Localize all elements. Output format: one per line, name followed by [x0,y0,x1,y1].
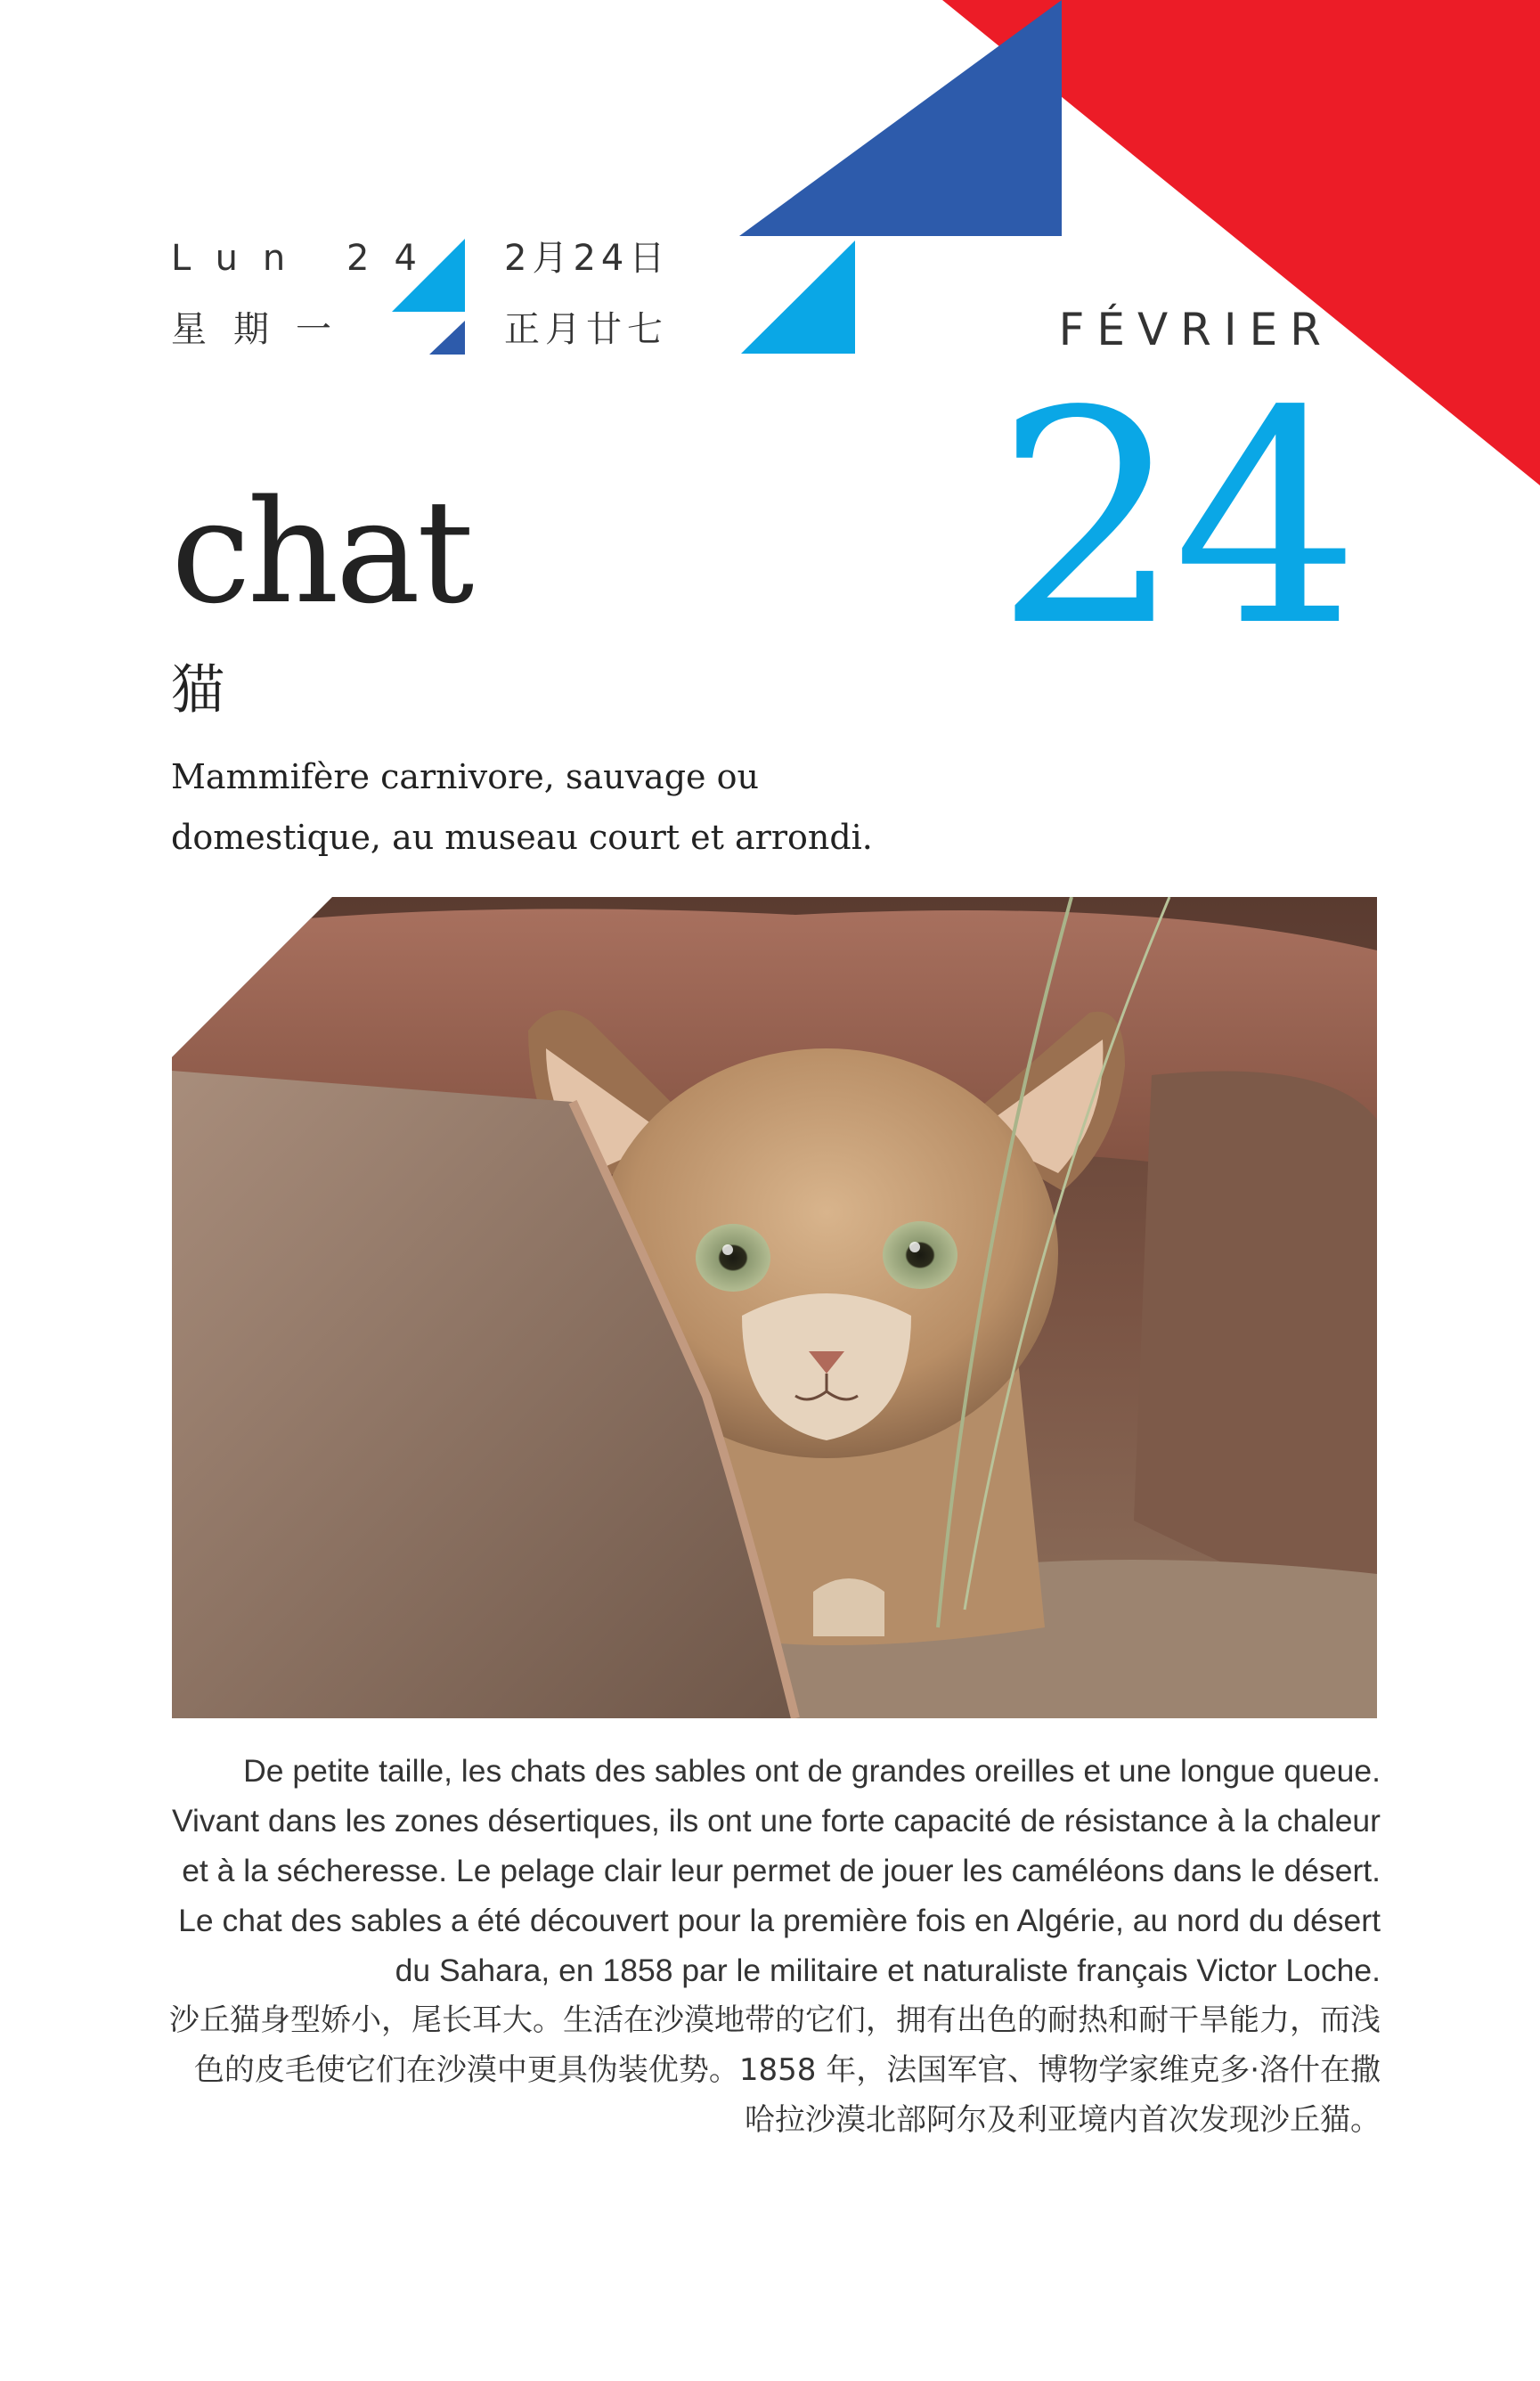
weekday-french: Lun 24 [171,238,442,279]
cat-paw [813,1578,884,1636]
date-chinese: 2月24日 [504,238,671,279]
description-chinese: 沙丘猫身型娇小，尾长耳大。生活在沙漠地带的它们，拥有出色的耐热和耐干旱能力，而浅色的皮毛使它们在沙漠中更具伪装优势。1858 年，法国军官、博物学家维克多·洛什在撒哈拉沙漠北部阿尔及利亚境内首次发现沙丘猫。 [169,2002,1381,2138]
blue-triangle-small [429,321,465,355]
month-name: FÉVRIER [1058,304,1333,355]
headword-chinese: 猫 [171,659,224,722]
cat-eye-left [696,1224,770,1292]
lunar-date: 正月廿七 [504,309,668,350]
sand-cat-photo [172,897,1377,1718]
light-blue-triangle-right [741,241,855,354]
definition: Mammifère carnivore, sauvage ou domestique, au museau court et arrondi. [171,757,873,857]
description-french: De petite taille, les chats des sables ont de grandes oreilles et une longue queue. Vivant dans les zones désertiques, ils ont une forte capacité de résistance à la chaleur et à la sécheresse. Le pelage clair leur permet de jouer les caméléons dans le désert. Le chat des sables a été découvert pour la première fois en Algérie, au nord du désert du Sahara, en 1858 par le militaire et naturaliste français Victor Loche. [171,1753,1381,1988]
weekday-chinese: 星期一 [171,309,358,350]
day-number: 24 [995,348,1351,690]
cat-eye-right [883,1221,957,1289]
headword: chat [171,469,471,635]
